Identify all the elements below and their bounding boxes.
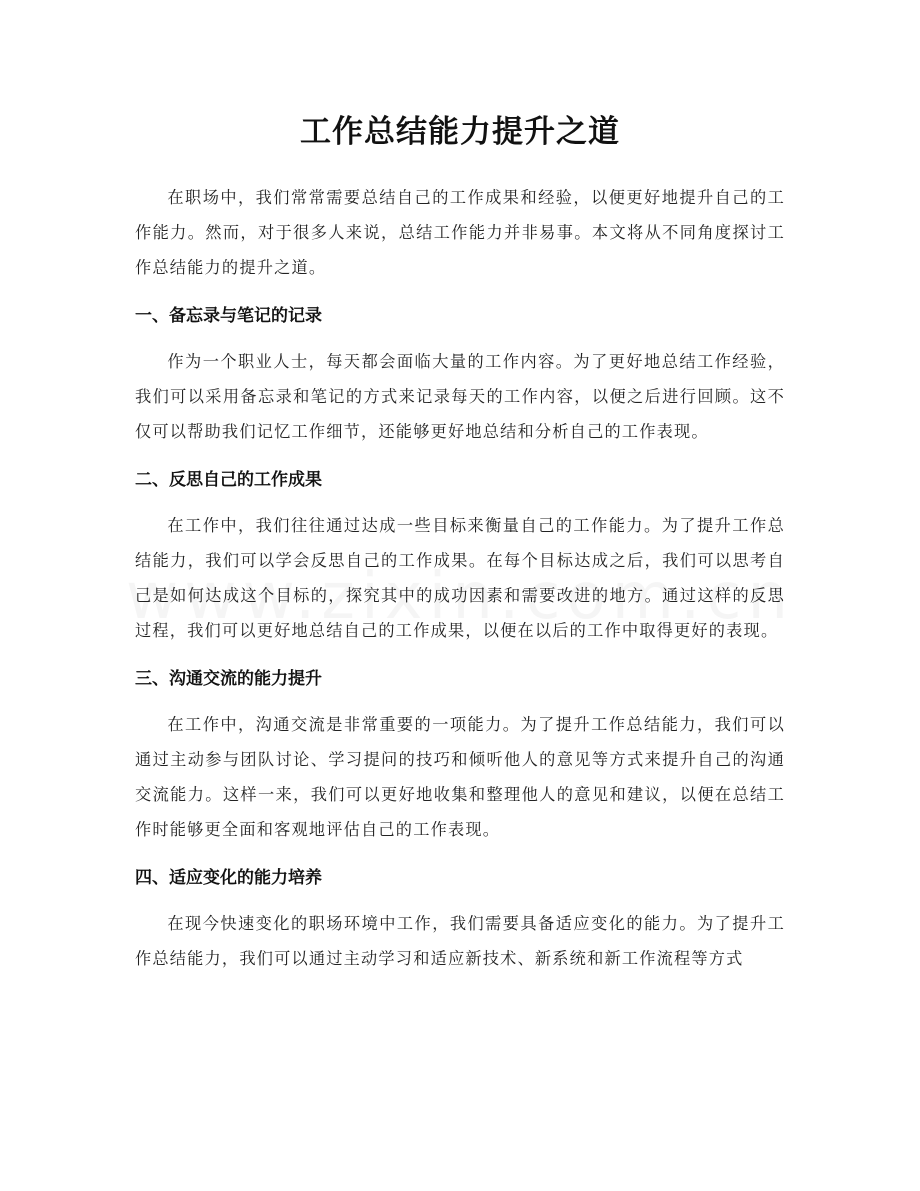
section-paragraph: 在工作中，沟通交流是非常重要的一项能力。为了提升工作总结能力，我们可以通过主动参与团队讨论、学习提问的技巧和倾听他人的意见等方式来提升自己的沟通交流能力。这样一来，我们可以更好地收集和整理他人的意见和建议，以便在总结工作时能够更全面和客观地评估自己的工作表现。 [135,715,785,839]
section-paragraph: 在现今快速变化的职场环境中工作，我们需要具备适应变化的能力。为了提升工作总结能力，我们可以通过主动学习和适应新技术、新系统和新工作流程等方式 [135,914,785,968]
section-4 [135,865,785,976]
document-title: 工作总结能力提升之道 [300,114,620,150]
section-heading: 一、备忘录与笔记的记录 [135,306,322,326]
section-heading: 三、沟通交流的能力提升 [135,669,322,689]
section-paragraph: 在工作中，我们往往通过达成一些目标来衡量自己的工作能力。为了提升工作总结能力，我们可以学会反思自己的工作成果。在每个目标达成之后，我们可以思考自己是如何达成这个目标的，探究其中的成功因素和需要改进的地方。通过这样的反思过程，我们可以更好地总结自己的工作成果，以便在以后的工作中取得更好的表现。 [135,516,785,640]
section-1 [135,303,785,449]
section-3 [135,666,785,847]
intro-paragraph: 在职场中，我们常常需要总结自己的工作成果和经验，以便更好地提升自己的工作能力。然而，对于很多人来说，总结工作能力并非易事。本文将从不同角度探讨工作总结能力的提升之道。 [135,188,785,277]
section-2 [135,467,785,648]
section-paragraph: 作为一个职业人士，每天都会面临大量的工作内容。为了更好地总结工作经验，我们可以采用备忘录和笔记的方式来记录每天的工作内容，以便之后进行回顾。这不仅可以帮助我们记忆工作细节，还能够更好地总结和分析自己的工作表现。 [135,352,785,441]
section-heading: 四、适应变化的能力培养 [135,868,322,888]
section-heading: 二、反思自己的工作成果 [135,470,322,490]
